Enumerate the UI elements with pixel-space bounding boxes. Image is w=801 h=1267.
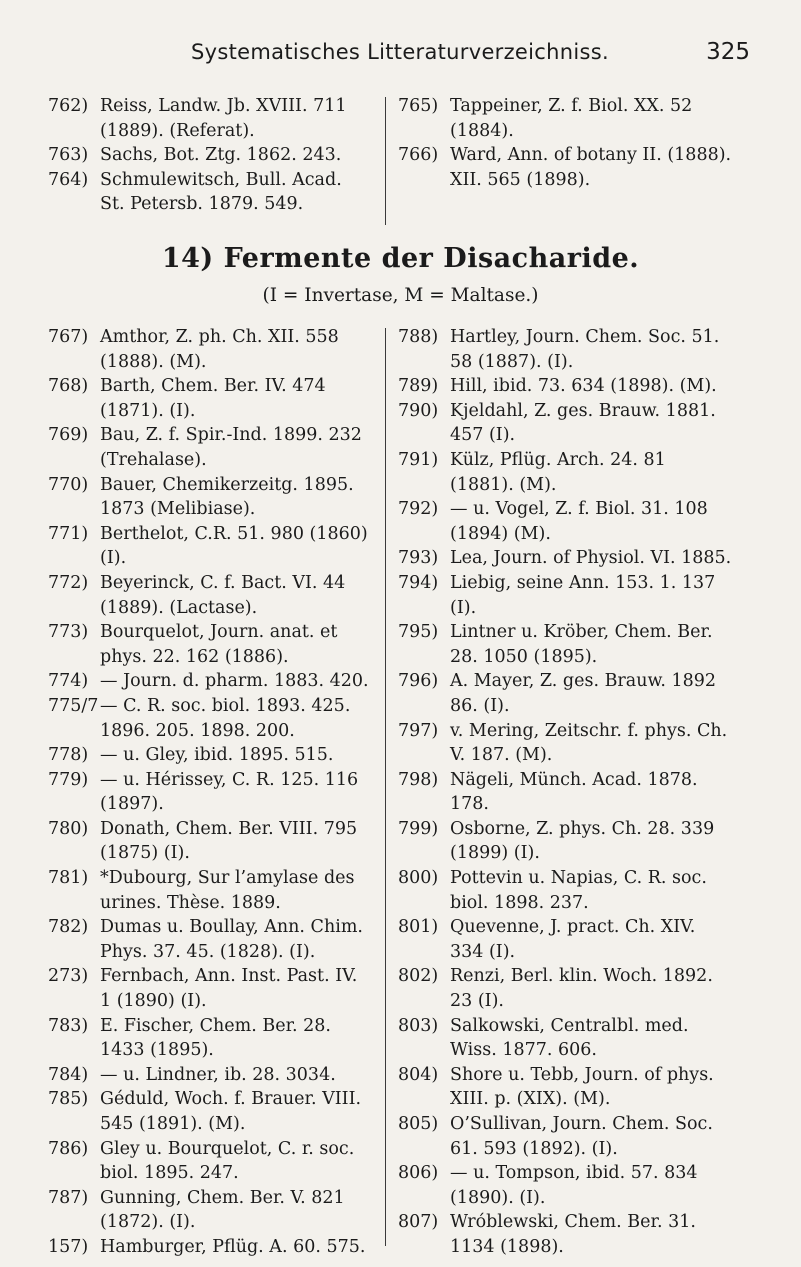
entry-citation: Hamburger, Pflüg. A. 60. 575.: [100, 1236, 366, 1257]
entry-citation: — u. Lindner, ib. 28. 3034.: [100, 1064, 336, 1085]
bibliography-entry: [398, 964, 733, 1013]
entry-number: 805): [398, 1114, 439, 1134]
entry-citation: Barth, Chem. Ber. IV. 474 (1871). (I).: [100, 376, 326, 421]
entry-citation: Hill, ibid. 73. 634 (1898). (M).: [450, 376, 717, 397]
main-left-column: [48, 325, 370, 1260]
bibliography-entry: [398, 448, 733, 497]
entry-citation: A. Mayer, Z. ges. Brauw. 1892 86. (I).: [450, 671, 717, 716]
entry-number: 795): [398, 622, 439, 643]
bibliography-entry: [398, 817, 733, 866]
entry-citation: Tappeiner, Z. f. Biol. XX. 52 (1884).: [450, 96, 693, 141]
entry-number: 767): [48, 327, 89, 347]
entry-citation: Schmulewitsch, Bull. Acad. St. Petersb. 1879. 549.: [100, 169, 342, 215]
bibliography-entry: [48, 374, 370, 423]
entry-number: 799): [398, 818, 439, 839]
entry-citation: O’Sullivan, Journ. Chem. Soc. 61. 593 (1892). (I).: [450, 1114, 713, 1159]
entry-number: 766): [398, 145, 439, 166]
entry-citation: Hartley, Journ. Chem. Soc. 51. 58 (1887). (I).: [450, 327, 720, 372]
bibliography-entry: [398, 497, 733, 546]
bibliography-entry: [48, 620, 370, 669]
bibliography-entry: [48, 1087, 370, 1136]
bibliography-entry: [48, 817, 370, 866]
bibliography-entry: [398, 915, 733, 964]
entry-number: 792): [398, 499, 439, 520]
bibliography-entry: [48, 915, 370, 964]
entry-citation: Donath, Chem. Ber. VIII. 795 (1875) (I).: [100, 818, 358, 864]
entry-citation: Shore u. Tebb, Journ. of phys. XIII. p. (XIX). (M).: [450, 1064, 714, 1110]
entry-number: 764): [48, 169, 89, 190]
entry-citation: Pottevin u. Napias, C. R. soc. biol. 1898. 237.: [450, 868, 707, 913]
entry-citation: — u. Tompson, ibid. 57. 834 (1890). (I).: [450, 1163, 698, 1208]
bibliography-entry: [48, 168, 370, 217]
bibliography-entry: [398, 768, 733, 817]
entry-citation: Dumas u. Boullay, Ann. Chim. Phys. 37. 45. (1828). (I).: [100, 917, 363, 962]
bibliography-entry: [48, 522, 370, 571]
entry-number: 781): [48, 868, 89, 889]
entry-number: 806): [398, 1163, 439, 1184]
bibliography-entry: [48, 694, 370, 743]
entry-citation: Renzi, Berl. klin. Woch. 1892. 23 (I).: [450, 966, 713, 1012]
entry-number: 793): [398, 548, 439, 569]
page-number: 325: [706, 39, 750, 65]
entry-citation: Reiss, Landw. Jb. XVIII. 711 (1889). (Referat).: [100, 96, 347, 141]
entry-number: 796): [398, 671, 439, 692]
entry-number: 780): [48, 818, 89, 839]
bibliography-entry: [398, 1210, 733, 1259]
entry-citation: Bourquelot, Journ. anat. et phys. 22. 162 (1886).: [100, 622, 338, 667]
bibliography-entry: [48, 1186, 370, 1235]
entry-citation: Külz, Pflüg. Arch. 24. 81 (1881). (M).: [450, 449, 666, 495]
entry-citation: Nägeli, Münch. Acad. 1878. 178.: [450, 769, 698, 815]
bibliography-entry: [398, 399, 733, 448]
entry-citation: Quevenne, J. pract. Ch. XIV. 334 (I).: [450, 917, 696, 962]
entry-citation: Ward, Ann. of botany II. (1888). XII. 565 (1898).: [450, 145, 732, 190]
entry-number: 273): [48, 966, 89, 987]
bibliography-entry: [398, 325, 733, 374]
entry-citation: Sachs, Bot. Ztg. 1862. 243.: [100, 145, 342, 166]
entry-number: 762): [48, 96, 89, 116]
entry-number: 788): [398, 327, 439, 347]
entry-citation: Gunning, Chem. Ber. V. 821 (1872). (I).: [100, 1187, 345, 1233]
entry-citation: Kjeldahl, Z. ges. Brauw. 1881. 457 (I).: [450, 400, 716, 446]
bibliography-entry: [48, 964, 370, 1013]
entry-number: 770): [48, 474, 89, 495]
entry-citation: Lintner u. Kröber, Chem. Ber. 28. 1050 (1895).: [450, 622, 713, 667]
entry-number: 804): [398, 1064, 439, 1085]
bibliography-entry: [398, 546, 733, 571]
section-title: 14) Fermente der Disacharide.: [161, 243, 640, 274]
bibliography-entry: [398, 669, 733, 718]
bibliography-entry: [48, 1063, 370, 1088]
bibliography-entry: [398, 1112, 733, 1161]
entry-citation: Wróblewski, Chem. Ber. 31. 1134 (1898).: [450, 1212, 696, 1257]
bibliography-entry: [48, 768, 370, 817]
entry-citation: — Journ. d. pharm. 1883. 420.: [100, 671, 369, 692]
entry-citation: Amthor, Z. ph. Ch. XII. 558 (1888). (M).: [100, 327, 339, 372]
entry-number: 779): [48, 769, 89, 790]
column-rule-main: [385, 328, 386, 1246]
entry-number: 765): [398, 96, 439, 116]
entry-citation: — u. Gley, ibid. 1895. 515.: [100, 745, 334, 766]
entry-number: 783): [48, 1015, 89, 1036]
entry-citation: — u. Vogel, Z. f. Biol. 31. 108 (1894) (M).: [450, 499, 708, 544]
entry-citation: Fernbach, Ann. Inst. Past. IV. 1 (1890) (I).: [100, 966, 358, 1012]
bibliography-entry: [398, 719, 733, 768]
entry-number: 787): [48, 1187, 89, 1208]
bibliography-entry: [398, 94, 733, 143]
main-right-column: [398, 325, 733, 1260]
entry-number: 772): [48, 572, 89, 593]
bibliography-entry: [48, 1137, 370, 1186]
entry-citation: *Dubourg, Sur l’amylase des urines. Thèse. 1889.: [100, 868, 355, 913]
entry-number: 785): [48, 1089, 89, 1110]
entry-citation: Berthelot, C.R. 51. 980 (1860) (I).: [100, 523, 368, 569]
bibliography-entry: [48, 1235, 370, 1260]
top-right-column: [398, 94, 733, 192]
entry-number: 768): [48, 376, 89, 397]
entry-citation: — u. Hérissey, C. R. 125. 116 (1897).: [100, 769, 359, 815]
entry-number: 763): [48, 145, 89, 166]
entry-citation: — C. R. soc. biol. 1893. 425. 1896. 205. 1898. 200.: [100, 695, 351, 741]
entry-number: 789): [398, 376, 439, 397]
entry-number: 778): [48, 745, 89, 766]
entry-number: 794): [398, 572, 439, 593]
bibliography-entry: [48, 325, 370, 374]
entry-number: 771): [48, 523, 89, 544]
bibliography-entry: [48, 94, 370, 143]
bibliography-entry: [48, 571, 370, 620]
entry-number: 782): [48, 917, 89, 938]
entry-citation: E. Fischer, Chem. Ber. 28. 1433 (1895).: [100, 1015, 331, 1061]
bibliography-entry: [398, 1063, 733, 1112]
bibliography-entry: [48, 669, 370, 694]
bibliography-entry: [48, 743, 370, 768]
bibliography-entry: [48, 473, 370, 522]
top-left-column: [48, 94, 370, 217]
page-header: [50, 40, 750, 76]
entry-number: 791): [398, 449, 439, 470]
bibliography-entry: [398, 620, 733, 669]
entry-citation: Beyerinck, C. f. Bact. VI. 44 (1889). (Lactase).: [100, 572, 346, 618]
entry-number: 774): [48, 671, 89, 692]
bibliography-entry: [398, 374, 733, 399]
running-title: Systematisches Litteraturverzeichniss.: [191, 40, 609, 64]
bibliography-entry: [398, 1014, 733, 1063]
entry-number: 800): [398, 868, 439, 889]
bibliography-entry: [48, 143, 370, 168]
entry-citation: Osborne, Z. phys. Ch. 28. 339 (1899) (I).: [450, 818, 715, 864]
entry-number: 798): [398, 769, 439, 790]
bibliography-entry: [398, 571, 733, 620]
entry-citation: Bau, Z. f. Spir.-Ind. 1899. 232 (Trehalase).: [100, 425, 362, 470]
entry-number: 790): [398, 400, 439, 421]
entry-citation: v. Mering, Zeitschr. f. phys. Ch. V. 187. (M).: [450, 720, 728, 766]
entry-number: 775/7: [48, 695, 99, 716]
entry-number: 784): [48, 1064, 89, 1085]
entry-citation: Salkowski, Centralbl. med. Wiss. 1877. 606.: [450, 1015, 689, 1061]
entry-number: 803): [398, 1015, 439, 1036]
entry-citation: Lea, Journ. of Physiol. VI. 1885.: [450, 548, 732, 569]
entry-number: 786): [48, 1138, 89, 1159]
entry-number: 807): [398, 1212, 439, 1233]
bibliography-entry: [48, 866, 370, 915]
bibliography-entry: [48, 1014, 370, 1063]
bibliography-entry: [398, 143, 733, 192]
entry-number: 802): [398, 966, 439, 987]
entry-number: 769): [48, 425, 89, 446]
entry-citation: Liebig, seine Ann. 153. 1. 137 (I).: [450, 572, 716, 618]
entry-number: 801): [398, 917, 439, 938]
bibliography-entry: [398, 866, 733, 915]
entry-number: 797): [398, 720, 439, 741]
entry-citation: Gley u. Bourquelot, C. r. soc. biol. 1895. 247.: [100, 1138, 355, 1184]
column-rule-top: [385, 97, 386, 225]
entry-number: 157): [48, 1236, 89, 1257]
bibliography-entry: [48, 423, 370, 472]
bibliography-entry: [398, 1161, 733, 1210]
entry-citation: Bauer, Chemikerzeitg. 1895. 1873 (Melibiase).: [100, 474, 354, 520]
entry-number: 773): [48, 622, 89, 643]
section-subtitle: (I = Invertase, M = Maltase.): [262, 285, 539, 306]
entry-citation: Géduld, Woch. f. Brauer. VIII. 545 (1891). (M).: [100, 1089, 362, 1134]
